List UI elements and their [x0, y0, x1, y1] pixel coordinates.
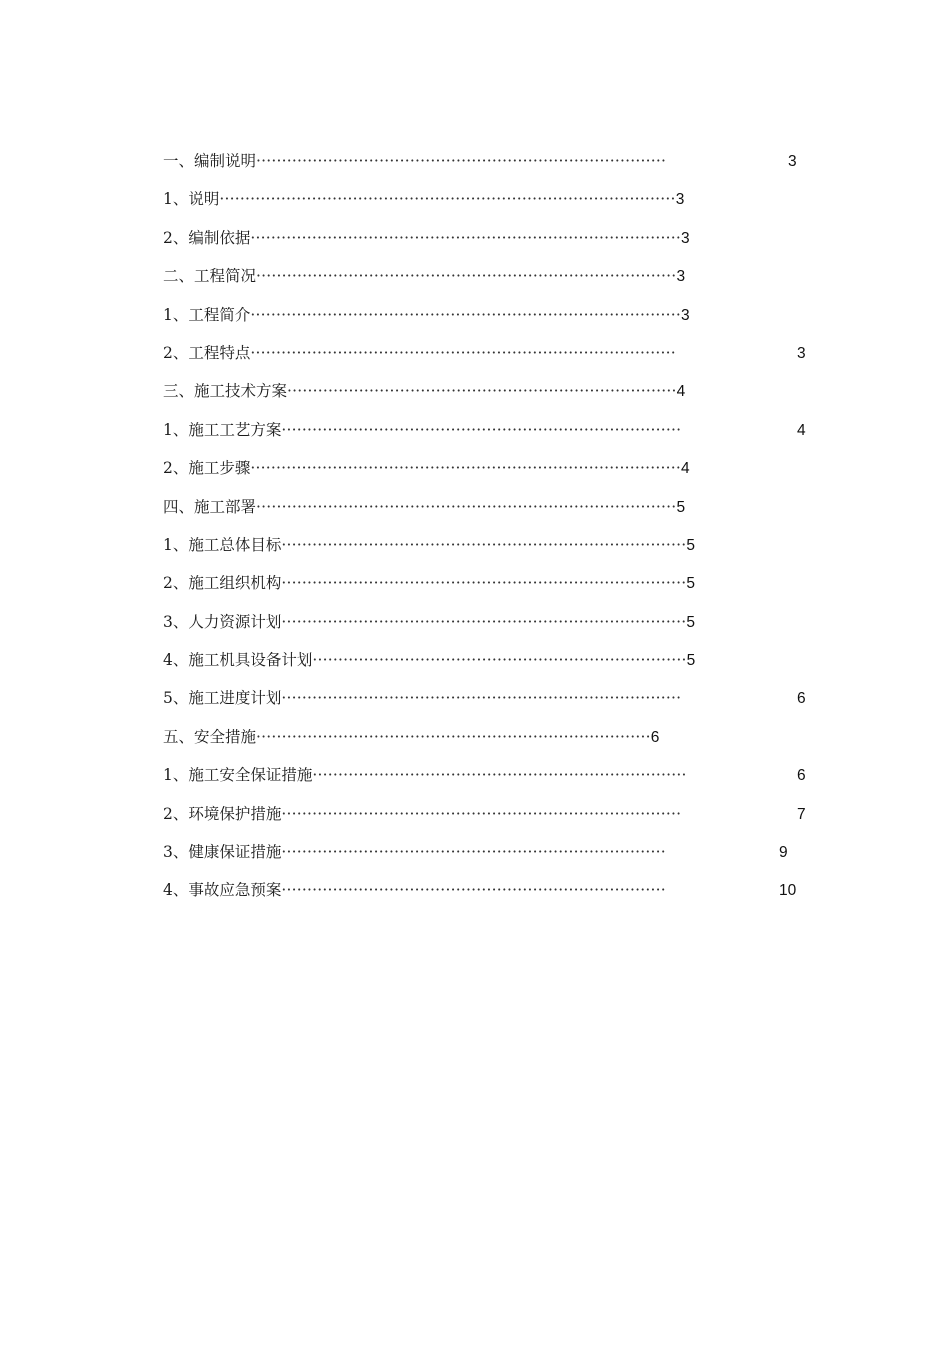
toc-entry-leader-dots: ···················································································· — [250, 228, 682, 247]
toc-entry-page-number: 9 — [779, 844, 788, 862]
toc-entry-page-number: 3 — [797, 344, 806, 362]
toc-entry-title: 2、施工步骤 — [163, 459, 251, 478]
toc-entry-leader-dots: ··········································································· — [281, 881, 666, 900]
toc-entry[interactable] — [163, 341, 823, 379]
toc-entry-title: 2、环境保护措施 — [163, 804, 282, 823]
toc-entry-title: 1、施工总体目标 — [163, 535, 282, 554]
toc-entry-title: 2、工程特点 — [163, 343, 251, 362]
toc-entry[interactable] — [163, 686, 823, 724]
toc-entry-page-number: 5 — [686, 536, 696, 554]
toc-entry-page-number: 3 — [676, 268, 686, 286]
toc-entry-leader-dots: ············································································· — [256, 727, 651, 746]
toc-entry-title: 2、施工组织机构 — [163, 574, 282, 593]
toc-entry[interactable] — [163, 878, 823, 916]
toc-entry[interactable] — [163, 226, 823, 264]
toc-entry-title: 4、事故应急预案 — [163, 881, 282, 900]
toc-entry-page-number: 6 — [797, 767, 806, 785]
toc-entry-title: 一、编制说明 — [163, 152, 257, 170]
toc-entry-page-number: 3 — [788, 153, 797, 170]
toc-entry-leader-dots: ···················································································· — [250, 305, 682, 324]
toc-entry-page-number: 5 — [686, 652, 696, 670]
toc-entry-page-number: 6 — [650, 728, 660, 746]
toc-entry-leader-dots: ···················································································· — [250, 459, 682, 478]
toc-entry-leader-dots: ·············································································· — [281, 689, 682, 708]
toc-entry-leader-dots: ················································································ — [256, 152, 667, 170]
toc-entry-page-number: 4 — [681, 460, 690, 478]
toc-entry-leader-dots: ··················································································· — [250, 343, 676, 362]
toc-entry-leader-dots: ··············································································· — [281, 535, 687, 554]
toc-entry[interactable] — [163, 533, 823, 571]
toc-entry-title: 3、人力资源计划 — [163, 612, 282, 631]
toc-entry[interactable] — [163, 610, 823, 648]
toc-entry-leader-dots: ········································································· — [312, 766, 687, 785]
toc-entry-leader-dots: ··············································································· — [281, 574, 687, 593]
toc-entry-page-number: 3 — [675, 191, 685, 209]
toc-entry-title: 二、工程简况 — [163, 267, 257, 286]
toc-entry-page-number: 3 — [681, 229, 690, 247]
toc-entry-title: 3、健康保证措施 — [163, 843, 282, 862]
toc-entry[interactable] — [163, 763, 823, 801]
toc-entry[interactable] — [163, 264, 823, 302]
toc-entry-leader-dots: ········································································· — [312, 651, 687, 670]
toc-entry[interactable] — [163, 725, 823, 763]
toc-entry-leader-dots: ·················································································· — [256, 497, 677, 516]
toc-entry-page-number: 3 — [681, 306, 690, 324]
toc-entry-title: 四、施工部署 — [163, 497, 257, 516]
toc-entry[interactable] — [163, 456, 823, 494]
toc-entry[interactable] — [163, 495, 823, 533]
table-of-contents — [163, 149, 823, 917]
toc-entry[interactable] — [163, 571, 823, 609]
toc-entry-page-number: 5 — [686, 613, 696, 631]
toc-entry[interactable] — [163, 802, 823, 840]
toc-entry-page-number: 4 — [797, 421, 806, 439]
toc-entry-page-number: 6 — [797, 690, 806, 708]
toc-entry-leader-dots: ··············································································· — [281, 612, 687, 631]
toc-entry-title: 1、说明 — [163, 190, 220, 209]
toc-entry[interactable] — [163, 149, 823, 187]
toc-entry-leader-dots: ·············································································· — [281, 804, 682, 823]
toc-entry-leader-dots: ························································································· — [219, 190, 676, 209]
toc-entry-title: 4、施工机具设备计划 — [163, 651, 313, 670]
toc-entry[interactable] — [163, 418, 823, 456]
toc-entry-title: 三、施工技术方案 — [163, 382, 288, 401]
toc-entry-title: 1、工程简介 — [163, 305, 251, 324]
toc-entry-title: 1、施工工艺方案 — [163, 420, 282, 439]
toc-entry[interactable] — [163, 303, 823, 341]
toc-entry[interactable] — [163, 840, 823, 878]
toc-entry-page-number: 5 — [676, 498, 686, 516]
toc-entry[interactable] — [163, 379, 823, 417]
toc-entry-title: 5、施工进度计划 — [163, 689, 282, 708]
toc-entry-page-number: 4 — [676, 383, 686, 401]
toc-entry-title: 1、施工安全保证措施 — [163, 766, 313, 785]
toc-entry-leader-dots: ·············································································· — [281, 420, 682, 439]
toc-entry-page-number: 10 — [779, 882, 797, 900]
toc-entry-leader-dots: ············································································ — [287, 382, 677, 401]
toc-entry-page-number: 7 — [797, 805, 806, 823]
toc-entry[interactable] — [163, 648, 823, 686]
toc-entry-title: 五、安全措施 — [163, 727, 257, 746]
toc-entry-leader-dots: ··········································································· — [281, 843, 666, 862]
toc-entry-page-number: 5 — [686, 575, 696, 593]
toc-entry-title: 2、编制依据 — [163, 228, 251, 247]
toc-entry-leader-dots: ·················································································· — [256, 267, 677, 286]
toc-entry[interactable] — [163, 187, 823, 225]
